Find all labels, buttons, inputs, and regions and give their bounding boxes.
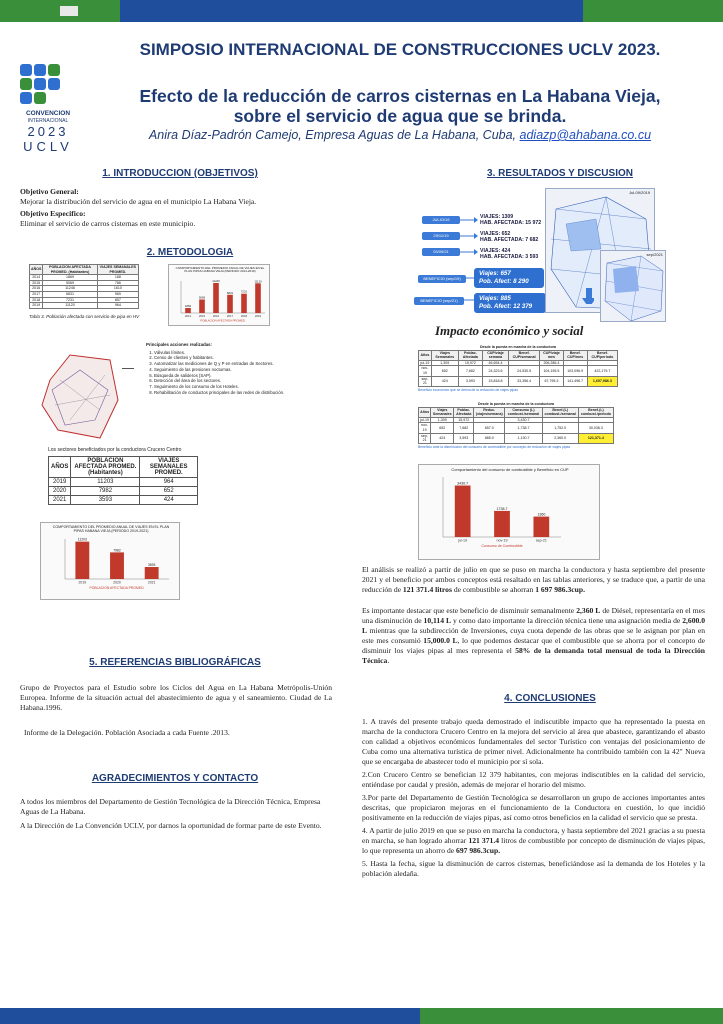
action-item: 2. Censo de clientes y habitantes. <box>154 355 286 361</box>
table-cell: 15,972 <box>458 360 482 366</box>
table-cell: 103,096.9 <box>563 366 587 376</box>
top-decor-bar <box>0 0 723 22</box>
table-cell: 2019 <box>49 478 71 487</box>
table-cell: 786 <box>97 280 138 286</box>
logo-line1: CONVENCION <box>25 110 71 117</box>
pill-beneficio-sep19: BENEFICIO (sep/19) <box>418 275 466 283</box>
table-title: Desde la puesta en marcha de la conductora <box>479 345 557 349</box>
logo-line2: INTERNACIONAL <box>27 118 69 124</box>
table-header: Benef.(L) combust./periodo <box>578 407 613 417</box>
map-jul-2019: Jul-09/2019 <box>545 188 655 313</box>
bar <box>110 552 124 579</box>
table-row <box>49 487 198 496</box>
table-cell: 1610 <box>97 286 138 292</box>
table-cell: 885.0 <box>474 433 505 443</box>
chart-combustible: Comportamiento del consumo de combustible y Beneficio en CUP 3430.7 jul-19 1738.7 nov-19 1360 sep-21 Consumo de Combustible <box>418 464 600 560</box>
table-cell: 11120 <box>43 303 97 309</box>
benefit-box-2: Viajes: 885 Pob. Afect: 12 379 <box>474 293 546 313</box>
legend-entry: POBLACION AFECTADA PROMED. <box>200 318 246 323</box>
table-cell: sep-21 <box>419 376 432 386</box>
table-cell: 2,360.0 <box>542 433 578 443</box>
table-cell: 15,818.8 <box>482 376 508 386</box>
pill-030921: 03/09/21 <box>422 248 460 256</box>
table-header: Benef. CUP/mes <box>563 350 587 360</box>
action-item: 5. Búsqueda de salideros (SAP). <box>154 373 286 379</box>
conclusiones-heading: 4. CONCLUSIONES <box>504 693 596 704</box>
ref1: Grupo de Proyectos para el Estudio sobre los Ciclos del Agua en La Habana Metrópolis-Unión Europea. Informe de la situación actual del abastecimiento de agua y el saneamiento. Ciudad de La Habana.1996. <box>20 683 332 712</box>
table-row <box>49 478 198 487</box>
table-cell: 7,682 <box>454 423 474 433</box>
table-header: Benef. CUP/periodo <box>587 350 617 360</box>
table-cell: 422,179.7 <box>587 366 617 376</box>
chart-2014-2019: COMPORTAMIENTO DEL PROMEDIO ANUAL DE VIAJES EN EL PLAN PIPAS HABANA VIEJA (PERIODO 2014-2019) 1869 2014 5069 2015 11246 2016 6831 2017 7231 2018 11120 2019 POBLACION AFECTADA PROMED. <box>168 264 270 326</box>
table-header: Viajes Semanales <box>431 407 454 417</box>
table-cell: 188 <box>97 275 138 281</box>
tick-label: 2019 <box>78 580 87 585</box>
table-cell: 30,036.3 <box>578 423 613 433</box>
symposium-title: SIMPOSIO INTERNACIONAL DE CONSTRUCCIONES UCLV 2023. <box>139 40 661 59</box>
table-cell: 1,738.7 <box>505 423 542 433</box>
table-cell: 1,130.7 <box>505 433 542 443</box>
paper-title: Efecto de la reducción de carros cisternas en La Habana Vieja, sobre el servicio de agua que se brinda. <box>139 86 661 126</box>
table-title: Desde la puesta en marcha de la conductora <box>477 402 555 406</box>
table-header: Poblac. Afectada <box>458 350 482 360</box>
table-header: VIAJES SEMANALES PROMED. <box>140 457 198 478</box>
table-cell: 2016 <box>30 286 43 292</box>
table-cell: 24,323.6 <box>482 366 508 376</box>
action-item: 4. Seguimiento de las presiones nocturnas. <box>154 367 286 373</box>
table-cell: 11246 <box>43 286 97 292</box>
table-cell: sep-21 <box>419 433 431 443</box>
table-cell: 424 <box>431 433 454 443</box>
logo-line4: UCLV <box>23 139 73 154</box>
resultados-para1: El análisis se realizó a partir de julio en que se puso en marcha la conductora y hasta septiembre del presente 2021 y el beneficio por ambos conceptos está resaltado en las tablas anteriores, y se traduce que, a partir de una reducción de 121 371.4 litros de combustible se ahorran 1 697 986.3cup. <box>362 565 705 594</box>
table-cell: 1,697,986.3 <box>587 376 617 386</box>
table-cell: 3,593 <box>458 376 482 386</box>
table-header: Benef. CUP/semanal <box>509 350 540 360</box>
data-label: 3430.7 <box>457 481 469 486</box>
table-cell: 657.0 <box>474 423 505 433</box>
table-cell: 11203 <box>71 478 140 487</box>
table-beneficio-cup: Desde la puesta en marcha de la conductora Años Viajes Semanales Poblac. Afectada CUP/viaje semana Benef. CUP/semanal CUP/viaje mes Benef. CUP/mes Benef. CUP/periodo jul-19 1,309 15,972 46,654.4 206,286.4 nov-19 652 7,682 24,323.6 24,530.5 104,195.5 103,096.9 422,179.7 sep-21 424 3,593 15,818.8 33,356.4 67,795.3 141,496.7 1,697,986.3 Beneficio económico que se deriva de la reducción de viajes pipas <box>418 345 618 392</box>
table-row <box>419 366 618 376</box>
table-cell: 2015 <box>30 280 43 286</box>
intro-body: Objetivo General: Mejorar la distribución del servicio de agua en el municipio La Habana Vieja. Objetivo Especifico: Eliminar el servicio de carros cisternas en este municipio. <box>20 187 257 228</box>
bar <box>145 567 159 579</box>
table-cell: 2021 <box>49 496 71 505</box>
table-cell: 2020 <box>49 487 71 496</box>
table-header: VIAJES SEMANALES PROMED. <box>97 265 138 275</box>
table-cell: 121,371.4 <box>578 433 613 443</box>
table-cell: jul-19 <box>419 360 432 366</box>
tick-label: 2020 <box>113 580 121 585</box>
table-cell: 3,593 <box>454 433 474 443</box>
tick-label: nov-19 <box>496 538 508 543</box>
table-cell: 424 <box>140 496 198 505</box>
action-item: 6. Detección del área de los sectores. <box>154 378 286 384</box>
action-item: 1. Válvulas límites. <box>154 350 286 356</box>
data-label: 5069 <box>198 295 206 300</box>
referencias-heading: 5. REFERENCIAS BIBLIOGRÁFICAS <box>89 657 261 668</box>
bar <box>199 299 205 313</box>
bar <box>213 283 219 313</box>
bottom-decor-bar <box>0 1008 723 1024</box>
tick-label: 2014 <box>184 313 192 318</box>
authors: Anira Díaz-Padrón Camejo, Empresa Aguas de La Habana, Cuba, adiazp@ahabana.co.cu <box>148 128 652 142</box>
legend-entry: POBLACION AFECTADA PROMED. <box>89 585 145 590</box>
table-cell: nov-19 <box>419 366 432 376</box>
metodologia-heading: 2. METODOLOGIA <box>146 247 234 258</box>
table-cell: 46,654.4 <box>482 360 508 366</box>
bar <box>75 542 89 579</box>
table-cell: 2018 <box>30 297 43 303</box>
table-cell: 7,682 <box>458 366 482 376</box>
agradecimientos-body: A todos los miembros del Departamento de Gestión Tecnológica de la Dirección Técnica, Empresa Aguas de La Habana. A la Dirección de La Convención UCLV, por darnos la oportunidad de formar parte de este Evento. <box>20 797 322 830</box>
actions-list: Principales acciones realizadas: 1. Válvulas límites. 2. Censo de clientes y habitantes. 3. Automatizar las mediciones de Q y P en entradas de Sectores. 4. Seguimiento de las presiones nocturnas. 5. Búsqueda de salideros (SAP). 6. Detección del área de los sectores. 7. Seguimiento de los consumo de los Hoteles. 8. Rehabilitación de conductos principales de las redes de distribución. <box>146 342 286 395</box>
table-header: CUP/viaje semana <box>482 350 508 360</box>
table-cell: 964 <box>97 303 138 309</box>
tick-label: 2016 <box>212 313 220 318</box>
table-header: Reduc. (viajes/semana) <box>474 407 505 417</box>
bar <box>227 295 233 313</box>
table-poblacion-2014-2019 <box>29 264 139 309</box>
table-cell: 206,286.4 <box>540 360 563 366</box>
table2-caption: Los sectores beneficiados por la conductora Crucero Centro <box>48 447 182 453</box>
table-cell: 3,430.7 <box>505 417 542 423</box>
table-header: POBLACION AFECTADA PROMED. (Habitantes) <box>71 457 140 478</box>
table-cell: 2019 <box>30 303 43 309</box>
table-row <box>419 376 618 386</box>
viajes-3: VIAJES: 424 HAB. AFECTADA: 3 593 <box>480 248 539 260</box>
data-label: 11203 <box>77 537 87 542</box>
table-cell: 1,309 <box>431 417 454 423</box>
table-header: CUP/viaje mes <box>540 350 563 360</box>
author-email-link[interactable]: adiazp@ahabana.co.cu <box>519 128 652 142</box>
table-cell: 969 <box>97 291 138 297</box>
table-cell: 964 <box>140 478 198 487</box>
table-cell: 5069 <box>43 280 97 286</box>
data-label: 1360 <box>537 512 546 517</box>
table-sectores-beneficiados <box>48 456 198 505</box>
action-item: 7. Seguimiento de los consumo de los Hoteles. <box>154 384 286 390</box>
intro-heading: 1. INTRODUCCION (OBJETIVOS) <box>102 168 258 179</box>
data-label: 11120 <box>254 279 262 284</box>
data-label: 6831 <box>226 290 234 295</box>
pill-connectors <box>460 212 478 258</box>
tick-label: sep-21 <box>535 538 547 543</box>
agradecimientos-heading: AGRADECIMIENTOS Y CONTACTO <box>91 773 259 784</box>
map-sep-2021: sep/2021 <box>600 250 666 322</box>
table-cell: 2017 <box>30 291 43 297</box>
bar <box>533 517 549 537</box>
data-label: 3593 <box>147 563 156 568</box>
table-cell: 104,195.5 <box>540 366 563 376</box>
table-cell: 424 <box>431 376 458 386</box>
table-header: Poblac. Afectada <box>454 407 474 417</box>
chart-2019-2021: COMPORTAMIENTO DEL PROMEDIO ANUAL DE VIAJES EN EL PLAN PIPAS HABANA VIEJA (PERIODO 2019-2021) 11203 2019 7982 2020 3593 2021 POBLACION AFECTADA PROMED. <box>40 522 180 600</box>
bar <box>255 283 261 313</box>
table-cell: 7982 <box>71 487 140 496</box>
table-cell: 15,972 <box>454 417 474 423</box>
table-cell: 24,530.5 <box>509 366 540 376</box>
table-cell: 6831 <box>43 291 97 297</box>
data-label: 1738.7 <box>496 506 508 511</box>
table-cell: 652 <box>431 423 454 433</box>
table-header: Consumo (L) combust./semanal <box>505 407 542 417</box>
table-cell: nov-19 <box>419 423 431 433</box>
tick-label: 2019 <box>254 313 262 318</box>
table-header: POBLACION AFECTADA PROMED. (Habitantes) <box>43 265 97 275</box>
table-row <box>30 303 139 309</box>
tick-label: 2015 <box>198 313 206 318</box>
table-cell: 7231 <box>43 297 97 303</box>
table-header: AÑOS <box>30 265 43 275</box>
table-cell: 1869 <box>43 275 97 281</box>
action-item: 8. Rehabilitación de conductos principales de las redes de distribución. <box>154 390 286 396</box>
table-cell: 3593 <box>71 496 140 505</box>
bar <box>185 308 191 313</box>
table-cell: 652 <box>431 366 458 376</box>
benefit-box-1: Viajes: 657 Pob. Afect: 8 290 <box>474 268 544 288</box>
tick-label: 2017 <box>226 313 234 318</box>
arrow-icon <box>582 288 594 304</box>
logo-line3: 2023 <box>27 124 69 139</box>
impacto-heading: Impacto económico y social <box>435 323 584 338</box>
table1-caption: Tabla 3. Población afectada con servicio de pipa en HV <box>29 314 140 319</box>
viajes-2: VIAJES: 652 HAB. AFECTADA: 7 682 <box>480 231 539 243</box>
table-cell: 67,795.3 <box>540 376 563 386</box>
resultados-heading: 3. RESULTADOS Y DISCUSION <box>487 168 633 179</box>
table-cell: 1,752.0 <box>542 423 578 433</box>
table-cell: 33,356.4 <box>509 376 540 386</box>
table-row <box>419 423 614 433</box>
table-cell: 1,309 <box>431 360 458 366</box>
table-row <box>49 496 198 505</box>
viajes-1: VIAJES: 1309 HAB. AFECTADA: 15 972 <box>480 214 542 226</box>
table-beneficio-combustible: Desde la puesta en marcha de la conductora Años Viajes Semanales Poblac. Afectada Reduc. (viajes/semana) Consumo (L) combust./semanal Benef.(L) combust./semanal Benef.(L) combust./periodo jul-19 1,309 15,972 3,430.7 nov-19 652 7,682 657.0 1,738.7 1,752.0 30,036.3 sep-21 424 3,593 885.0 1,130.7 2,360.0 121,371.4 Beneficio ante la disminución del consumo de combustible por concepto de reducción de viajes pipas <box>418 402 614 449</box>
tick-label: jul-19 <box>458 538 468 543</box>
table-header: Años <box>419 407 431 417</box>
table-header: Benef.(L) combust./semanal <box>542 407 578 417</box>
table-header: AÑOS <box>49 457 71 478</box>
data-label: 1869 <box>184 304 192 309</box>
data-label: 11246 <box>212 279 220 284</box>
table-row <box>419 433 614 443</box>
ref2: Informe de la Delegación. Población Asociada a cada Fuente .2013. <box>24 728 230 737</box>
conclusiones-body: 1. A través del presente trabajo queda demostrado el indiscutible impacto que ha representado la puesta en marcha de la conductora Crucero Centro en la mejora del servicio al área que abastece, garantizando el abasto con calidad a objetivos económicos fundamentales del sector Turístico con ventajas del posicionamiento de Cuba como una alternativa turística de primer nivel. Adicionalmente ha contribuido también con la 42" Nueva que se encargaba de abastecer todo el municipio por sí sola. 2.Con Crucero Centro se benefician 12 379 habitantes, con mejoras indiscutibles en la calidad del servicio, entiéndase por caudal y presión, además de mejorar el horario del mismo. 3.Por parte del Departamento de Gestión Tecnológica se desarrollaron un grupo de acciones importantes antes descritas, que propiciaron mejoras en el funcionamiento de la Conductora en cuestión, lo que incidió positivamente en la reducción de viajes pipas, así como otros beneficios en la calidad el servicio que se presta. 4. A partir de julio 2019 en que se puso en marcha la conductora, y hasta septiembre del 2021 gracias a su puesta en marcha, se han logrado ahorrar 121 371.4 litros de combustible por concepto de disminución de viajes pipas, lo que representa un ahorro de 697 986.3cup. 5. Hasta la fecha, sigue la disminución de carros cisternas, beneficiándose así la demanda de los Hoteles y la población aledaña. <box>362 717 706 878</box>
table-cell: jul-19 <box>420 417 429 422</box>
bar <box>494 511 510 537</box>
bar <box>455 486 471 537</box>
pill-291119: 29/11/19 <box>422 232 460 240</box>
table-cell: 857 <box>97 297 138 303</box>
data-label: 7231 <box>240 289 248 294</box>
table-cell: 141,496.7 <box>563 376 587 386</box>
table-cell: 2014 <box>30 275 43 281</box>
pill-julio19: JULIO/19 <box>422 216 460 224</box>
legend-entry: Consumo de Combustible <box>481 544 523 549</box>
resultados-para2: Es importante destacar que este beneficio de disminuir semanalmente 2,360 L de Diésel, representaría en el mes una disminución de 10,114 L y como dato importante la dirección técnica tiene una asignación media de 2,600.0 L mientras que la subdirección de Inversiones, cuya cuota depende de las obras que se le asignan por plan en este mes consumió 15,000.0 L, lo que podemos destacar que el combustible que se ahorra por el concepto de disminuir los viajes pipas al mes representa el 58% de la demanda total mensual de toda la Dirección Técnica. <box>362 606 706 665</box>
tick-label: 2021 <box>147 580 156 585</box>
tick-label: 2018 <box>240 313 248 318</box>
table-header: Años <box>419 350 432 360</box>
table-header: Viajes Semanales <box>431 350 458 360</box>
action-item: 3. Automatizar las mediciones de Q y P en entradas de Sectores. <box>154 361 286 367</box>
data-label: 7982 <box>113 548 121 553</box>
convention-logo <box>12 62 84 162</box>
network-map-small <box>40 350 120 440</box>
table-cell: 652 <box>140 487 198 496</box>
pill-beneficio-sep21: BENEFICIO (sep/21) <box>414 297 464 305</box>
bar <box>241 294 247 313</box>
